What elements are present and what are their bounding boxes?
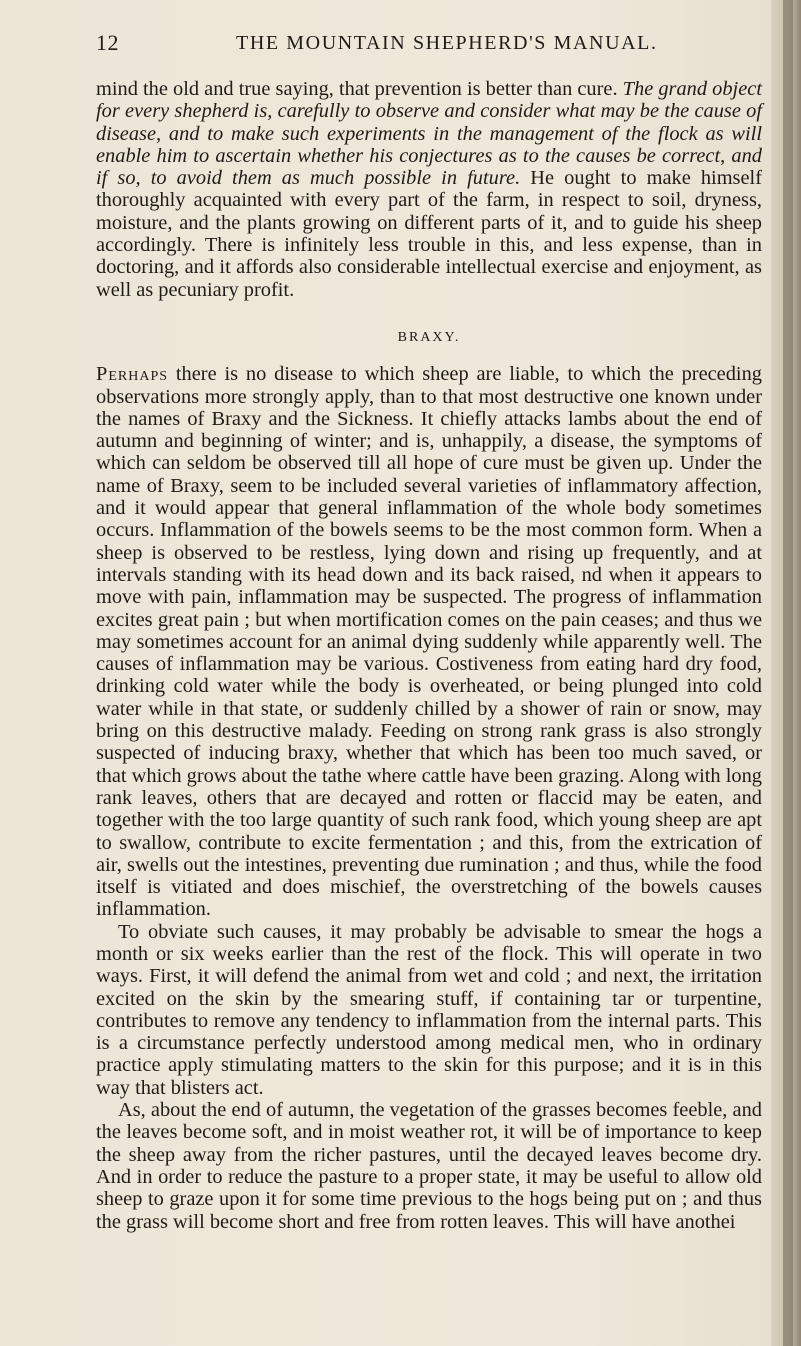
- page-edge-bar: [783, 0, 793, 1346]
- intro-text-1: mind the old and true saying, that prevention is better than cure.: [96, 78, 623, 100]
- paragraph-1-text: there is no disease to which sheep are liable, to which the preceding observations more strongly apply, than to that most destructive one known under the names of Braxy and the Sickness. It chiefly attacks lambs about the end of autumn and beginning of winter; and is, unhappily, a disease, the symptoms of which can seldom be observed till all hope of cure must be given up. Under the name of Braxy, seem to be included several varieties of inflammatory affection, and it would appear that general inflammation of the whole body sometimes occurs. Inflammation of the bowels seems to be the most common form. When a sheep is observed to be restless, lying down and rising up frequently, and at intervals standing with its head down and its back raised, nd when it appears to move with pain, inflammation may be suspected. The progress of inflammation excites great pain ; but when mortification comes on the pain ceases; and thus we may sometimes account for an animal dying suddenly while apparently well. The causes of inflammation may be various. Costiveness from eating hard dry food, drinking cold water while the body is overheated, or being plunged into cold water while in that state, or suddenly chilled by a shower of rain or snow, may bring on this destructive malady. Feeding on strong rank grass is also strongly suspected of inducing braxy, whether that which has been too much saved, or that which grows about the tathe where cattle have been grazing. Along with long rank leaves, others that are decayed and rotten or flaccid may be eaten, and together with the too large quantity of such rank food, which young sheep are apt to swallow, contribute to excite fermentation ; and this, from the extrication of air, swells out the intestines, preventing due rumination ; and thus, while the food itself is vitiated and does mischief, the overstretching of the bowels causes inflammation.: [96, 363, 762, 921]
- lead-word: Perhaps: [96, 363, 169, 386]
- page-number: 12: [96, 30, 119, 55]
- body-text: [96, 78, 762, 1233]
- intro-paragraph: [96, 78, 762, 301]
- running-head: THE MOUNTAIN SHEPHERD'S MANUAL.: [236, 32, 658, 54]
- paragraph-1: [96, 363, 762, 920]
- paragraph-3: As, about the end of autumn, the vegetation of the grasses becomes feeble, and the leaves become soft, and in moist weather rot, it will be of importance to keep the sheep away from the richer pastures, until the decayed leaves become dry. And in order to reduce the pasture to a proper state, it may be useful to allow old sheep to graze upon it for some time previous to the hogs being put on ; and thus the grass will become short and free from rotten leaves. This will have anothei: [96, 1099, 762, 1233]
- section-title: BRAXY.: [397, 329, 461, 345]
- paragraph-2: To obviate such causes, it may probably be advisable to smear the hogs a month or six weeks earlier than the rest of the flock. This will operate in two ways. First, it will defend the animal from wet and cold ; and next, the irritation excited on the skin by the smearing stuff, if containing tar or turpentine, contributes to remove any tendency to inflammation from the internal parts. This is a circumstance perfectly understood among medical men, who in ordinary practice apply stimulating matters to the skin for this purpose; and it is in this way that blisters act.: [96, 920, 762, 1099]
- page-header: [96, 30, 756, 60]
- intro-text-2: He ought to make himself thoroughly acquainted with every part of the farm, in respect to soil, dryness, moisture, and the plants growing on different parts of it, and to guide his sheep accordingly. There is infinitely less trouble in this, and less expense, than in doctoring, and it affords also considerable intellectual exercise and enjoyment, as well as pecuniary profit.: [96, 167, 762, 301]
- intro-italic-text: The grand object for every shepherd is, carefully to observe and consider what may be the cause of disease, and to make such experiments in the management of the flock as will enable him to ascertain whether his conjectures as to the causes be correct, and if so, to avoid them as much possible in future.: [96, 78, 762, 190]
